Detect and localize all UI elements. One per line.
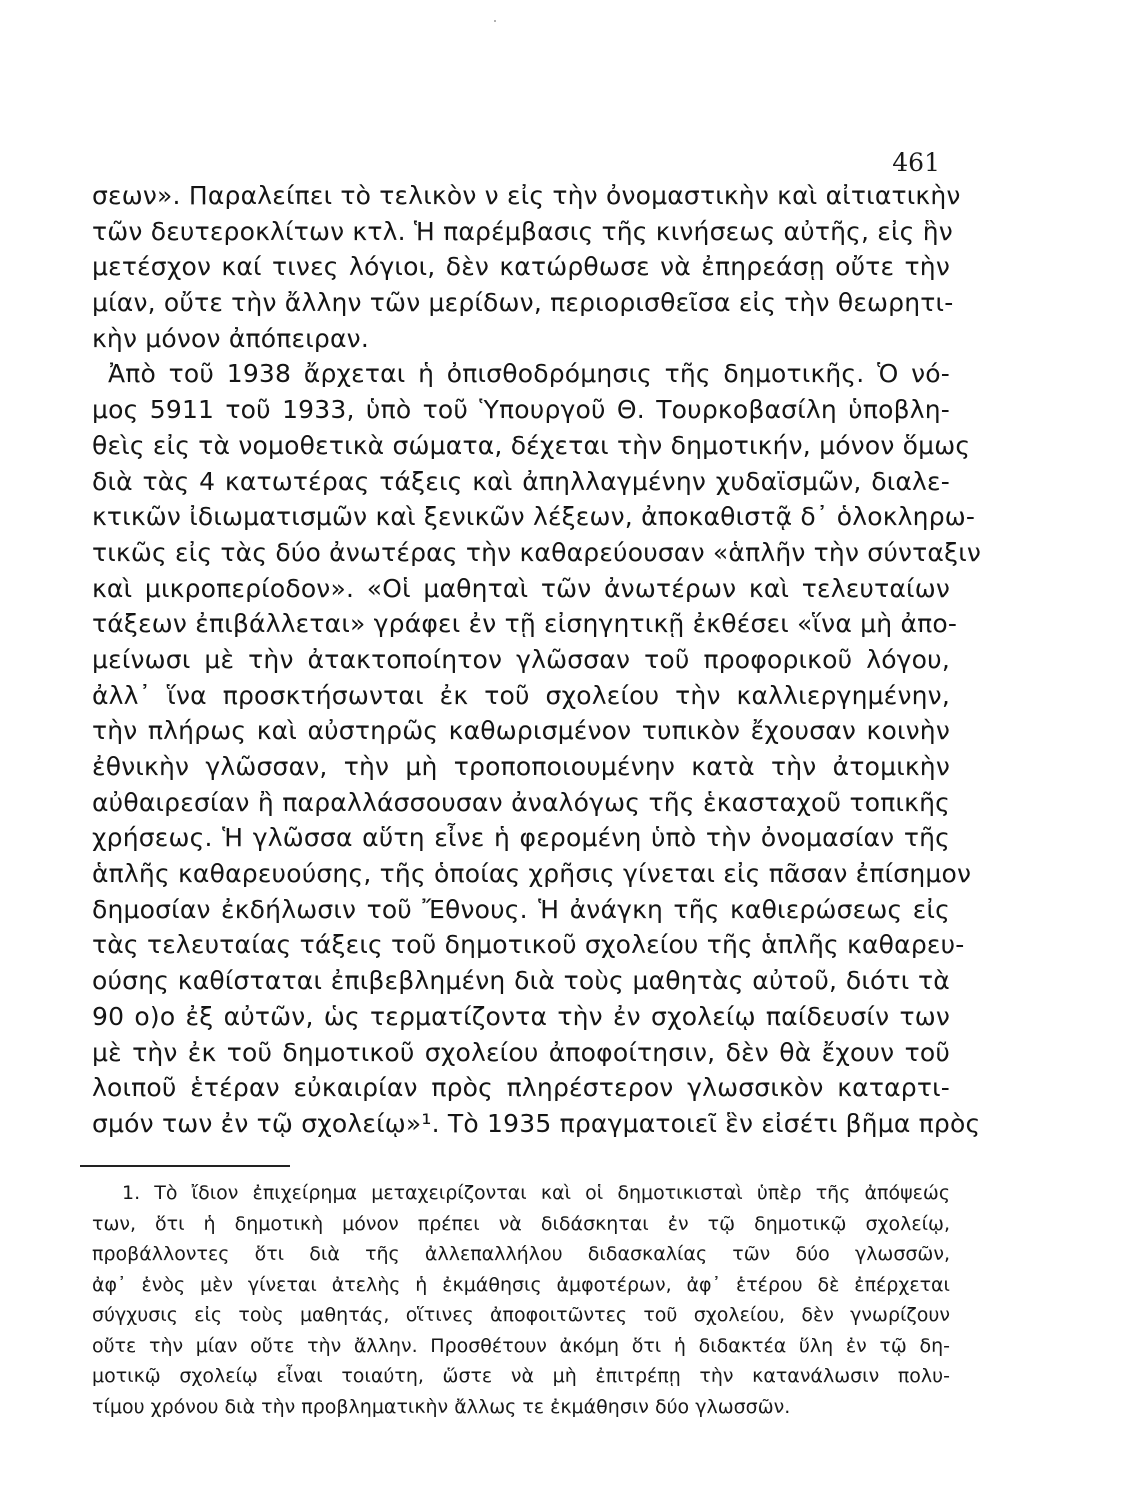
footnote-line: τίμου χρόνου διὰ τὴν προβληματικὴν ἄλλως τε ἐκμάθησιν δύο γλωσσῶν. (92, 1395, 791, 1418)
body-line: ούσης καθίσταται ἐπιβεβλημένη διὰ τοὺς μαθητὰς αὐτοῦ, διότι τὰ (92, 966, 950, 996)
body-line: μος 5911 τοῦ 1933, ὑπὸ τοῦ Ὑπουργοῦ Θ. Τουρκοβασίλη ὑποβλη- (92, 395, 950, 425)
body-line: διὰ τὰς 4 κατωτέρας τάξεις καὶ ἀπηλλαγμένην χυδαϊσμῶν, διαλε- (92, 466, 950, 496)
body-line: μὲ τὴν ἐκ τοῦ δημοτικοῦ σχολείου ἀποφοίτησιν, δὲν θὰ ἔχουν τοῦ (92, 1037, 950, 1067)
body-line: τικῶς εἰς τὰς δύο ἀνωτέρας τὴν καθαρεύουσαν «ἁπλῆν τὴν σύνταξιν (92, 537, 982, 567)
body-line: 90 ο)ο ἐξ αὐτῶν, ὡς τερματίζοντα τὴν ἐν σχολείῳ παίδευσίν των (92, 1001, 950, 1031)
body-line: τῶν δευτεροκλίτων κτλ. Ἡ παρέμβασις τῆς κινήσεως αὐτῆς, εἰς ἣν (92, 216, 953, 246)
body-line: σεων». Παραλείπει τὸ τελικὸν ν εἰς τὴν ὀνομαστικὴν καὶ αἰτιατικὴν (92, 181, 961, 210)
scan-speck (494, 20, 496, 22)
body-line: λοιποῦ ἑτέραν εὐκαιρίαν πρὸς πληρέστερον γλωσσικὸν καταρτι- (92, 1073, 950, 1103)
body-line: μετέσχον καί τινες λόγιοι, δὲν κατώρθωσε νὰ ἐπηρεάσῃ οὔτε τὴν (92, 252, 950, 282)
body-line: Ἀπὸ τοῦ 1938 ἄρχεται ἡ ὀπισθοδρόμησις τῆς δημοτικῆς. Ὁ νό- (108, 359, 950, 389)
footnote-line: σύγχυσις εἰς τοὺς μαθητάς, οἵτινες ἀποφοιτῶντες τοῦ σχολείου, δὲν γνωρίζουν (92, 1304, 950, 1326)
body-line: αὐθαιρεσίαν ἢ παραλλάσσουσαν ἀναλόγως τῆς ἑκασταχοῦ τοπικῆς (92, 787, 950, 817)
body-line: δημοσίαν ἐκδήλωσιν τοῦ Ἔθνους. Ἡ ἀνάγκη τῆς καθιερώσεως εἰς (92, 894, 950, 924)
footnotes (92, 1178, 950, 1422)
body-line: χρήσεως. Ἡ γλῶσσα αὕτη εἶνε ἡ φερομένη ὑπὸ τὴν ὀνομασίαν τῆς (92, 823, 950, 853)
body-line: θεὶς εἰς τὰ νομοθετικὰ σώματα, δέχεται τὴν δημοτικήν, μόνον ὅμως (92, 430, 971, 460)
body-line: κὴν μόνον ἀπόπειραν. (92, 323, 369, 353)
page-number: 461 (892, 148, 940, 177)
body-line: μίαν, οὔτε τὴν ἄλλην τῶν μερίδων, περιορισθεῖσα εἰς τὴν θεωρητι- (92, 288, 954, 318)
body-line: σμόν των ἐν τῷ σχολείῳ»¹. Τὸ 1935 πραγματοιεῖ ἓν εἰσέτι βῆμα πρὸς (92, 1108, 981, 1138)
body-line: τὴν πλήρως καὶ αὐστηρῶς καθωρισμένον τυπικὸν ἔχουσαν κοινὴν (92, 716, 950, 746)
footnote-line: μοτικῷ σχολείῳ εἶναι τοιαύτη, ὥστε νὰ μὴ ἐπιτρέπῃ τὴν κατανάλωσιν πολυ- (92, 1365, 950, 1387)
footnote-line: ἀφ᾽ ἑνὸς μὲν γίνεται ἀτελὴς ἡ ἐκμάθησις ἀμφοτέρων, ἀφ᾽ ἑτέρου δὲ ἐπέρχεται (92, 1273, 950, 1296)
footnote-line: προβάλλοντες ὅτι διὰ τῆς ἀλλεπαλλήλου διδασκαλίας τῶν δύο γλωσσῶν, (92, 1243, 950, 1265)
footnote-divider (80, 1165, 290, 1167)
footnote-line: 1. Τὸ ἴδιον ἐπιχείρημα μεταχειρίζονται καὶ οἱ δημοτικισταὶ ὑπὲρ τῆς ἀπόψεώς (122, 1182, 950, 1204)
body-line: τὰς τελευταίας τάξεις τοῦ δημοτικοῦ σχολείου τῆς ἁπλῆς καθαρευ- (92, 930, 965, 960)
body-line: κτικῶν ἰδιωματισμῶν καὶ ξενικῶν λέξεων, ἀποκαθιστᾷ δ᾽ ὁλοκληρω- (92, 502, 976, 532)
body-line: μείνωσι μὲ τὴν ἀτακτοποίητον γλῶσσαν τοῦ προφορικοῦ λόγου, (92, 644, 950, 674)
footnote-line: οὔτε τὴν μίαν οὔτε τὴν ἄλλην. Προσθέτουν ἀκόμη ὅτι ἡ διδακτέα ὕλη ἐν τῷ δη- (92, 1334, 950, 1357)
footnote-line: των, ὅτι ἡ δημοτικὴ μόνον πρέπει νὰ διδάσκηται ἐν τῷ δημοτικῷ σχολείῳ, (92, 1212, 950, 1235)
body-text (92, 178, 982, 1142)
body-line: ἀλλ᾽ ἵνα προσκτήσωνται ἐκ τοῦ σχολείου τὴν καλλιεργημένην, (92, 680, 950, 710)
body-line: ἐθνικὴν γλῶσσαν, τὴν μὴ τροποποιουμένην κατὰ τὴν ἀτομικὴν (92, 752, 950, 781)
body-line: ἁπλῆς καθαρευούσης, τῆς ὁποίας χρῆσις γίνεται εἰς πᾶσαν ἐπίσημον (92, 859, 972, 889)
body-line: τάξεων ἐπιβάλλεται» γράφει ἐν τῇ εἰσηγητικῇ ἐκθέσει «ἵνα μὴ ἀπο- (92, 609, 958, 639)
body-line: καὶ μικροπερίοδον». «Οἱ μαθηταὶ τῶν ἀνωτέρων καὶ τελευταίων (92, 573, 950, 603)
